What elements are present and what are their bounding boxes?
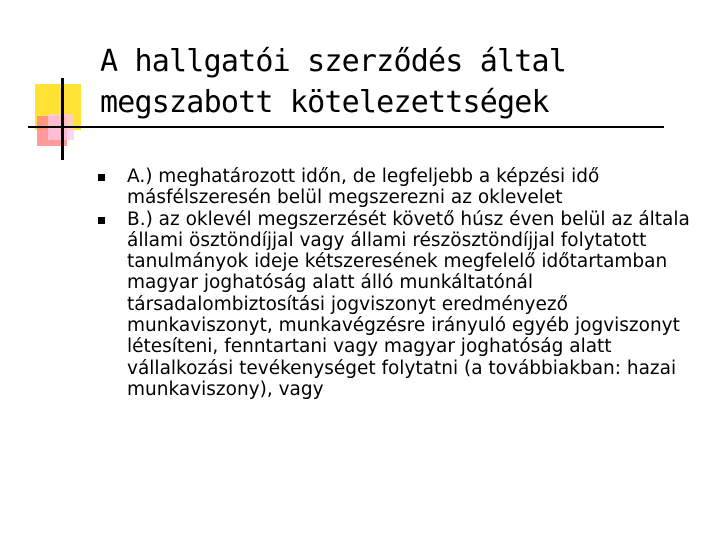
bullet-text: B.) az oklevél megszerzését követő húsz éven belül az általa állami ösztöndíjjal vagy állami részösztöndíjjal folytatott tanulmányok ideje kétszeresének megfelelő időtartamban magyar joghatóság alatt álló munkáltatónál társadalombiztosítási jogviszonyt eredményező munkaviszonyt, munkavégzésre irányuló egyéb jogviszonyt létesíteni, fenntartani vagy magyar joghatóság alatt vállalkozási tevékenységet folytatni (a továbbiakban: hazai munkaviszony), vagy [127, 208, 690, 400]
slide-title: A hallgatói szerződés által megszabott kötelezettségek [100, 44, 567, 120]
bullet-list [98, 166, 698, 400]
bullet-text: A.) meghatározott időn, de legfeljebb a képzési idő másfélszeresén belül megszerezni az oklevelet [127, 166, 600, 209]
horizontal-divider-line [28, 126, 664, 128]
bullet-item-a [98, 166, 698, 209]
square-bullet-icon [98, 174, 105, 181]
square-bullet-icon [98, 217, 105, 224]
vertical-divider-line [61, 78, 64, 160]
bullet-item-b [98, 209, 698, 401]
